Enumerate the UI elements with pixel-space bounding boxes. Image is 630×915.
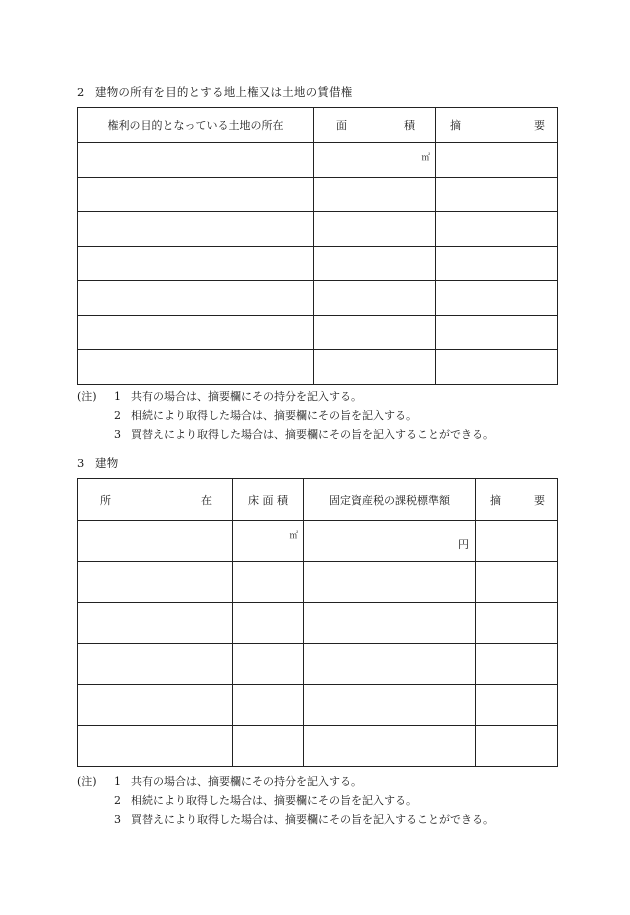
table-row: [78, 685, 558, 726]
note-text: 共有の場合は、摘要欄にその持分を記入する。: [131, 390, 362, 403]
table-row: [78, 726, 558, 767]
building-header-row: [78, 479, 558, 521]
building-location-cell[interactable]: [78, 685, 233, 726]
note-text: 共有の場合は、摘要欄にその持分を記入する。: [131, 775, 362, 788]
floor-area-unit: ㎡: [289, 531, 298, 541]
building-remarks-cell[interactable]: [476, 521, 558, 562]
tax-value-cell[interactable]: [304, 603, 476, 644]
table-row: [78, 281, 558, 316]
note-prefix: (注): [77, 775, 97, 788]
floor-area-cell[interactable]: [233, 726, 304, 767]
table-row: [78, 603, 558, 644]
tax-value-cell[interactable]: [304, 644, 476, 685]
land-location-cell[interactable]: [78, 281, 314, 316]
section-2-heading: [77, 84, 352, 100]
header-tax-value: 固定資産税の課税標準額: [304, 479, 476, 521]
header-building-location: 所 在: [78, 479, 233, 521]
table-row: [78, 562, 558, 603]
table-row: [78, 177, 558, 212]
land-location-cell[interactable]: [78, 143, 314, 178]
remarks-cell[interactable]: [436, 177, 558, 212]
note-line: 3 買替えにより取得した場合は、摘要欄にその旨を記入することができる。: [77, 810, 494, 829]
table-row: [78, 644, 558, 685]
tax-value-cell[interactable]: [304, 562, 476, 603]
area-cell[interactable]: [314, 281, 436, 316]
tax-value-cell[interactable]: [304, 521, 476, 562]
note-text: 相続により取得した場合は、摘要欄にその旨を記入する。: [131, 794, 417, 807]
area-cell[interactable]: [314, 315, 436, 350]
table-row: [78, 521, 558, 562]
remarks-cell[interactable]: [436, 246, 558, 281]
floor-area-cell[interactable]: [233, 521, 304, 562]
note-text: 買替えにより取得した場合は、摘要欄にその旨を記入することができる。: [131, 813, 494, 826]
note-line: (注) 1 共有の場合は、摘要欄にその持分を記入する。: [77, 387, 494, 406]
floor-area-cell[interactable]: [233, 644, 304, 685]
section-3-heading: [77, 455, 118, 471]
building-remarks-cell[interactable]: [476, 685, 558, 726]
floor-area-cell[interactable]: [233, 603, 304, 644]
area-unit: ㎡: [421, 153, 430, 163]
area-cell[interactable]: [314, 212, 436, 247]
section-3-title: 建物: [95, 456, 119, 470]
remarks-cell[interactable]: [436, 281, 558, 316]
note-text: 買替えにより取得した場合は、摘要欄にその旨を記入することができる。: [131, 428, 494, 441]
header-floor-area: 床 面 積: [233, 479, 304, 521]
table-row: [78, 315, 558, 350]
section-2-number: 2: [77, 85, 85, 99]
table-row: [78, 350, 558, 385]
note-prefix: (注): [77, 390, 97, 403]
land-location-cell[interactable]: [78, 212, 314, 247]
building-location-cell[interactable]: [78, 562, 233, 603]
table-row: [78, 246, 558, 281]
floor-area-cell[interactable]: [233, 562, 304, 603]
section-2-title: 建物の所有を目的とする地上権又は土地の賃借権: [95, 85, 353, 99]
area-cell[interactable]: [314, 246, 436, 281]
tax-value-cell[interactable]: [304, 685, 476, 726]
building-remarks-cell[interactable]: [476, 726, 558, 767]
building-location-cell[interactable]: [78, 726, 233, 767]
note-line: (注) 1 共有の場合は、摘要欄にその持分を記入する。: [77, 772, 494, 791]
land-rights-table: [77, 107, 558, 385]
section-2-notes: [77, 387, 494, 444]
table-row: [78, 212, 558, 247]
section-3-notes: [77, 772, 494, 829]
header-area: 面 積: [314, 108, 436, 143]
note-text: 相続により取得した場合は、摘要欄にその旨を記入する。: [131, 409, 417, 422]
building-location-cell[interactable]: [78, 644, 233, 685]
building-location-cell[interactable]: [78, 521, 233, 562]
remarks-cell[interactable]: [436, 212, 558, 247]
land-location-cell[interactable]: [78, 177, 314, 212]
area-cell[interactable]: [314, 177, 436, 212]
section-3-number: 3: [77, 456, 85, 470]
building-remarks-cell[interactable]: [476, 603, 558, 644]
building-remarks-cell[interactable]: [476, 562, 558, 603]
building-remarks-cell[interactable]: [476, 644, 558, 685]
land-location-cell[interactable]: [78, 315, 314, 350]
header-land-location: 権利の目的となっている土地の所在: [78, 108, 314, 143]
remarks-cell[interactable]: [436, 315, 558, 350]
table-row: [78, 143, 558, 178]
note-line: 2 相続により取得した場合は、摘要欄にその旨を記入する。: [77, 791, 494, 810]
header-building-remarks: 摘 要: [476, 479, 558, 521]
building-location-cell[interactable]: [78, 603, 233, 644]
note-line: 3 買替えにより取得した場合は、摘要欄にその旨を記入することができる。: [77, 425, 494, 444]
yen-unit: 円: [458, 538, 469, 551]
remarks-cell[interactable]: [436, 143, 558, 178]
land-location-cell[interactable]: [78, 350, 314, 385]
building-table: [77, 478, 558, 767]
land-rights-header-row: [78, 108, 558, 143]
floor-area-cell[interactable]: [233, 685, 304, 726]
land-location-cell[interactable]: [78, 246, 314, 281]
header-remarks: 摘 要: [436, 108, 558, 143]
area-cell[interactable]: [314, 350, 436, 385]
tax-value-cell[interactable]: [304, 726, 476, 767]
remarks-cell[interactable]: [436, 350, 558, 385]
area-cell[interactable]: [314, 143, 436, 178]
note-line: 2 相続により取得した場合は、摘要欄にその旨を記入する。: [77, 406, 494, 425]
